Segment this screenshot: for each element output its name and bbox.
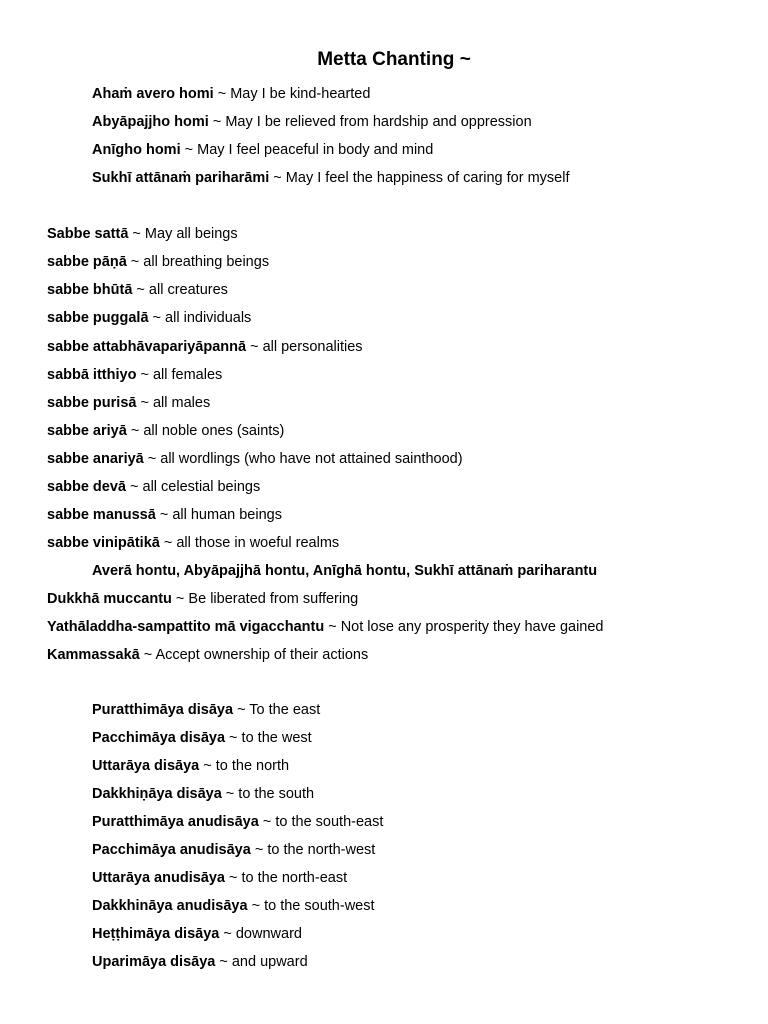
pali-text: Dakkhiṇāya disāya xyxy=(92,786,222,802)
english-text: ~ May I feel peaceful in body and mind xyxy=(180,142,434,158)
verse-line xyxy=(92,757,289,775)
english-text: ~ all human beings xyxy=(155,507,282,523)
pali-text: Pacchimāya anudisāya xyxy=(92,842,251,858)
pali-text: Uttarāya disāya xyxy=(92,758,200,774)
english-text: ~ all celestial beings xyxy=(126,479,261,495)
pali-text: Sabbe sattā xyxy=(47,226,129,242)
english-text: ~ all females xyxy=(136,367,223,383)
verse-line xyxy=(92,141,433,159)
english-text: ~ Accept ownership of their actions xyxy=(139,647,369,663)
verse-line xyxy=(47,338,363,356)
verse-line xyxy=(47,590,358,608)
verse-line xyxy=(47,253,269,271)
pali-text: sabbe anariyā xyxy=(47,451,144,467)
english-text: ~ all males xyxy=(136,395,211,411)
verse-line xyxy=(47,309,251,327)
pali-text: Anīgho homi xyxy=(92,142,181,158)
pali-text: Dukkhā muccantu xyxy=(47,591,172,607)
english-text: ~ all breathing beings xyxy=(126,254,270,270)
verse-line xyxy=(92,785,314,803)
verse-line xyxy=(47,450,463,468)
english-text: ~ all individuals xyxy=(148,310,252,326)
english-text: ~ all those in woeful realms xyxy=(159,535,340,551)
pali-text: sabbe manussā xyxy=(47,507,156,523)
verse-line xyxy=(92,897,375,915)
verse-line xyxy=(47,281,228,299)
verse-line xyxy=(92,953,308,971)
verse-line xyxy=(47,394,210,412)
pali-text: Pacchimāya disāya xyxy=(92,730,226,746)
pali-text: Puratthimāya disāya xyxy=(92,702,234,718)
verse-line xyxy=(47,478,260,496)
pali-text: Sukhī attānaṁ pariharāmi xyxy=(92,170,270,186)
verse-line xyxy=(92,813,383,831)
pali-text: Ahaṁ avero homi xyxy=(92,86,214,102)
english-text: ~ all noble ones (saints) xyxy=(126,423,285,439)
verse-line xyxy=(47,422,284,440)
verse-line xyxy=(92,729,312,747)
verse-line xyxy=(92,701,320,719)
english-text: ~ to the south xyxy=(221,786,315,802)
english-text: ~ to the north-west xyxy=(250,842,376,858)
pali-text: Uttarāya anudisāya xyxy=(92,870,225,886)
english-text: ~ Be liberated from suffering xyxy=(171,591,359,607)
pali-text: sabbe devā xyxy=(47,479,126,495)
pali-text: sabbe bhūtā xyxy=(47,282,133,298)
verse-line xyxy=(92,169,570,187)
pali-text: sabbe pāṇā xyxy=(47,254,127,270)
english-text: ~ all personalities xyxy=(246,339,363,355)
english-text: ~ Not lose any prosperity they have gained xyxy=(324,619,604,635)
english-text: ~ all creatures xyxy=(132,282,228,298)
pali-text: Kammassakā xyxy=(47,647,140,663)
english-text: ~ to the south-east xyxy=(258,814,384,830)
english-text: ~ to the south-west xyxy=(247,898,375,914)
pali-text: Yathāladdha-sampattito mā vigacchantu xyxy=(47,619,325,635)
pali-text: sabbā itthiyo xyxy=(47,367,137,383)
refrain-line: Averā hontu, Abyāpajjhā hontu, Anīghā hontu, Sukhī attānaṁ pariharantu xyxy=(92,563,598,579)
english-text: ~ to the north xyxy=(199,758,290,774)
english-text: ~ downward xyxy=(219,926,302,942)
page-title: Metta Chanting ~ xyxy=(317,49,471,70)
pali-text: Puratthimāya anudisāya xyxy=(92,814,259,830)
english-text: ~ May I feel the happiness of caring for myself xyxy=(269,170,570,186)
pali-text: sabbe puggalā xyxy=(47,310,149,326)
verse-line xyxy=(47,225,238,243)
verse-line xyxy=(92,85,370,103)
verse-line xyxy=(47,366,222,384)
pali-text: sabbe attabhāvapariyāpannā xyxy=(47,339,247,355)
english-text: ~ To the east xyxy=(233,702,321,718)
english-text: ~ and upward xyxy=(215,954,308,970)
pali-text: Uparimāya disāya xyxy=(92,954,216,970)
verse-line xyxy=(92,841,375,859)
english-text: ~ to the north-east xyxy=(224,870,348,886)
english-text: ~ May all beings xyxy=(128,226,238,242)
verse-line xyxy=(47,646,368,664)
pali-text: sabbe vinipātikā xyxy=(47,535,160,551)
verse-line xyxy=(47,618,603,636)
verse-line xyxy=(92,869,347,887)
pali-text: sabbe ariyā xyxy=(47,423,127,439)
english-text: ~ to the west xyxy=(225,730,312,746)
verse-line xyxy=(47,534,339,552)
verse-line xyxy=(92,113,532,131)
english-text: ~ all wordlings (who have not attained sainthood) xyxy=(143,451,463,467)
pali-text: Abyāpajjho homi xyxy=(92,114,209,130)
pali-text: sabbe purisā xyxy=(47,395,137,411)
pali-text: Dakkhināya anudisāya xyxy=(92,898,248,914)
english-text: ~ May I be relieved from hardship and oppression xyxy=(208,114,532,130)
verse-line xyxy=(92,925,302,943)
verse-line xyxy=(47,506,282,524)
pali-text: Heṭṭhimāya disāya xyxy=(92,926,220,942)
english-text: ~ May I be kind-hearted xyxy=(213,86,371,102)
